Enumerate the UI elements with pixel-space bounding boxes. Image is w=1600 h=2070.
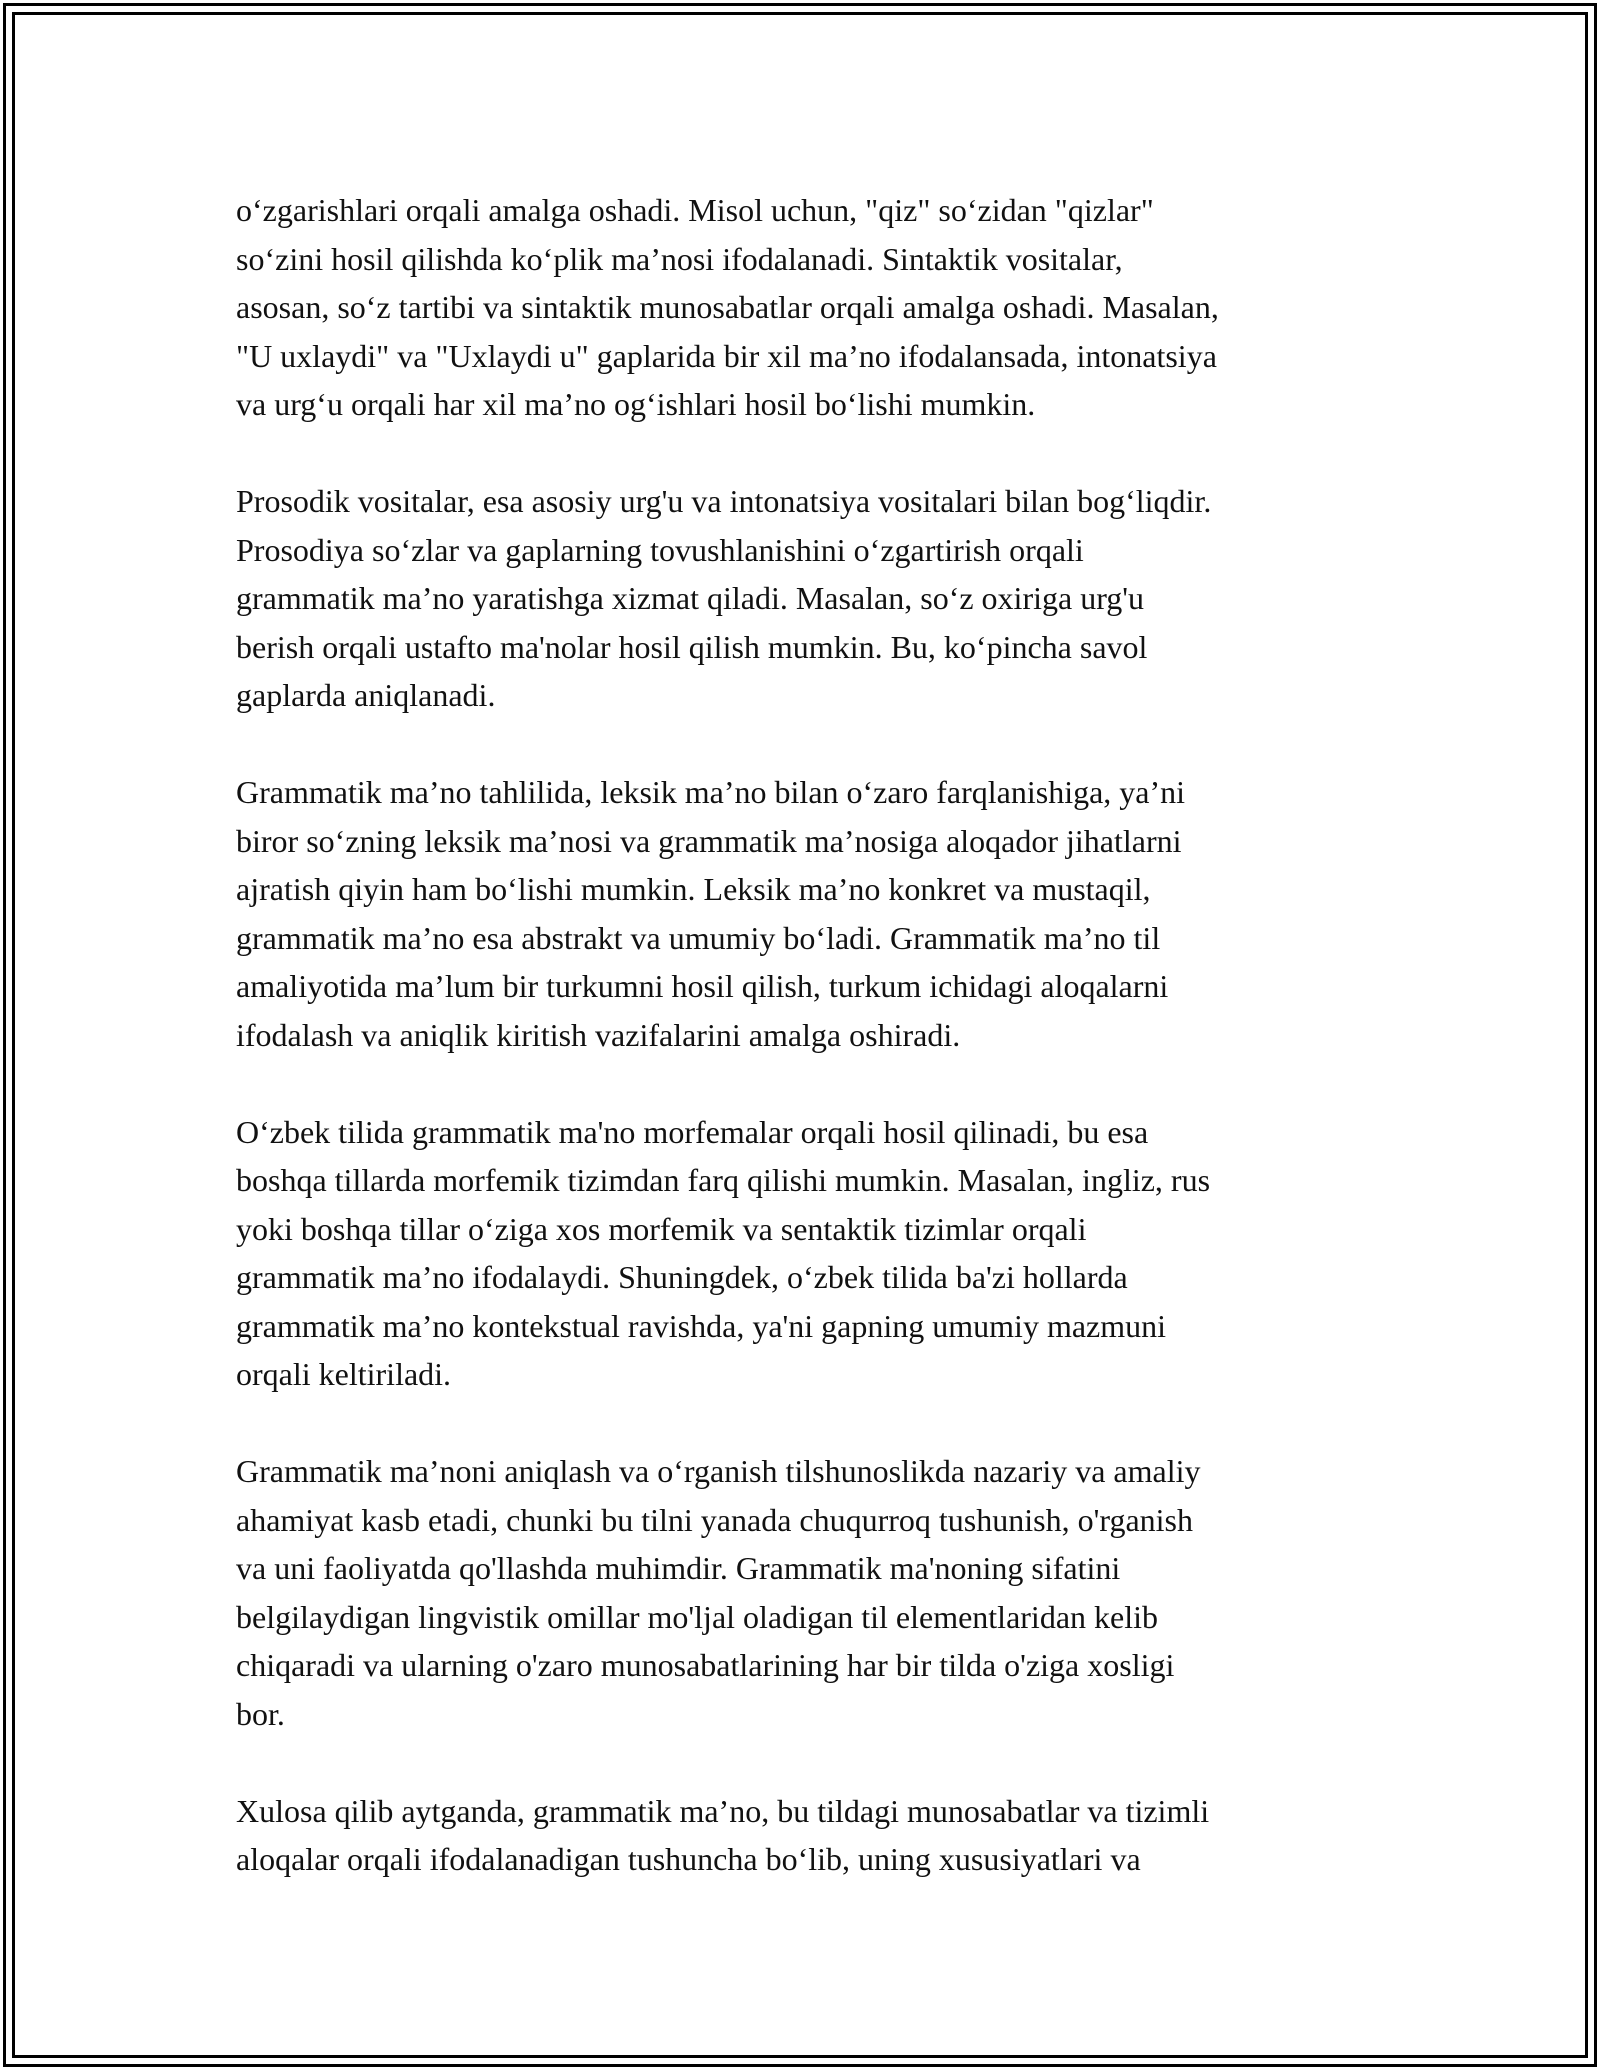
text-line: grammatik ma’no yaratishga xizmat qiladi. Masalan, so‘z oxiriga urg'u <box>236 580 1145 616</box>
text-line: va urg‘u orqali har xil ma’no og‘ishlari hosil bo‘lishi mumkin. <box>236 386 1036 422</box>
text-line: berish orqali ustafto ma'nolar hosil qilish mumkin. Bu, ko‘pincha savol <box>236 628 1148 665</box>
text-line: Grammatik ma’no tahlilida, leksik ma’no bilan o‘zaro farqlanishiga, ya’ni <box>236 774 1186 810</box>
text-line: grammatik ma’no esa abstrakt va umumiy bo‘ladi. Grammatik ma’no til <box>236 919 1161 956</box>
paragraph-6 <box>236 1787 1366 1884</box>
text-line: bor. <box>236 1695 285 1732</box>
text-line: Grammatik ma’noni aniqlash va o‘rganish tilshunoslikda nazariy va amaliy <box>236 1453 1201 1489</box>
text-line: boshqa tillarda morfemik tizimdan farq qilishi mumkin. Masalan, ingliz, rus <box>236 1162 1211 1198</box>
text-line: gaplarda aniqlanadi. <box>236 677 496 713</box>
text-line: chiqaradi va ularning o'zaro munosabatlarining har bir tilda o'ziga xosligi <box>236 1647 1175 1683</box>
text-line: orqali keltiriladi. <box>236 1356 452 1392</box>
text-line: Prosodiya so‘zlar va gaplarning tovushlanishini o‘zgartirish orqali <box>236 531 1084 568</box>
text-line: so‘zini hosil qilishda ko‘plik ma’nosi ifodalanadi. Sintaktik vositalar, <box>236 240 1123 277</box>
text-line: ifodalash va aniqlik kiritish vazifalarini amalga oshiradi. <box>236 1016 961 1053</box>
text-line: ajratish qiyin ham bo‘lishi mumkin. Leksik ma’no konkret va mustaqil, <box>236 871 1151 907</box>
text-line: yoki boshqa tillar o‘ziga xos morfemik va sentaktik tizimlar orqali <box>236 1210 1087 1247</box>
text-line: asosan, so‘z tartibi va sintaktik munosabatlar orqali amalga oshadi. Masalan, <box>236 289 1219 325</box>
paragraph-1 <box>236 186 1366 429</box>
document-body <box>236 186 1366 1932</box>
text-line: Xulosa qilib aytganda, grammatik ma’no, bu tildagi munosabatlar va tizimli <box>236 1792 1210 1829</box>
text-line: va uni faoliyatda qo'llashda muhimdir. Grammatik ma'noning sifatini <box>236 1550 1121 1586</box>
text-line: biror so‘zning leksik ma’nosi va grammatik ma’nosiga aloqador jihatlarni <box>236 822 1182 859</box>
text-line: Prosodik vositalar, esa asosiy urg'u va intonatsiya vositalari bilan bog‘liqdir. <box>236 483 1212 519</box>
text-line: o‘zgarishlari orqali amalga oshadi. Misol uchun, "qiz" so‘zidan "qizlar" <box>236 192 1154 228</box>
paragraph-2 <box>236 477 1366 720</box>
text-line: grammatik ma’no kontekstual ravishda, ya'ni gapning umumiy mazmuni <box>236 1307 1167 1344</box>
text-line: O‘zbek tilida grammatik ma'no morfemalar orqali hosil qilinadi, bu esa <box>236 1113 1149 1150</box>
text-line: belgilaydigan lingvistik omillar mo'ljal oladigan til elementlaridan kelib <box>236 1598 1158 1635</box>
text-line: ahamiyat kasb etadi, chunki bu tilni yanada chuqurroq tushunish, o'rganish <box>236 1501 1193 1538</box>
paragraph-3 <box>236 768 1366 1059</box>
text-line: grammatik ma’no ifodalaydi. Shuningdek, o‘zbek tilida ba'zi hollarda <box>236 1259 1128 1295</box>
text-line: amaliyotida ma’lum bir turkumni hosil qilish, turkum ichidagi aloqalarni <box>236 968 1169 1004</box>
paragraph-5 <box>236 1447 1366 1738</box>
text-line: "U uxlaydi" va "Uxlaydi u" gaplarida bir xil ma’no ifodalansada, intonatsiya <box>236 337 1217 374</box>
paragraph-4 <box>236 1108 1366 1399</box>
text-line: aloqalar orqali ifodalanadigan tushuncha bo‘lib, uning xususiyatlari va <box>236 1841 1141 1877</box>
